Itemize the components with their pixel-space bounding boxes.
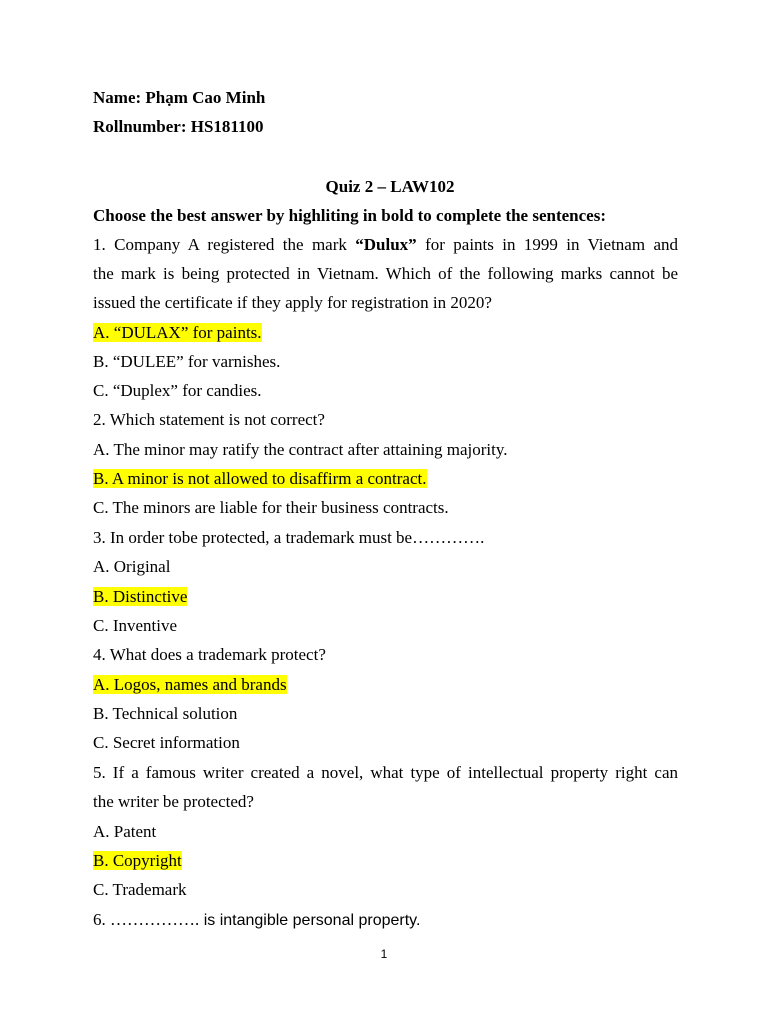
mark-name: “Dulux” — [355, 235, 417, 254]
question-text: 1. Company A registered the mark — [93, 235, 356, 254]
name-label: Name: — [93, 88, 142, 107]
highlighted-answer: B. Copyright — [93, 851, 182, 870]
question-3-option-c: C. Inventive — [93, 616, 178, 635]
question-5-line-2: the writer be protected? — [93, 792, 254, 811]
roll-value: HS181100 — [190, 117, 264, 136]
highlighted-answer: A. Logos, names and brands — [93, 675, 287, 694]
highlighted-answer: B. A minor is not allowed to disaffirm a contract. — [93, 469, 427, 488]
question-6 — [93, 909, 678, 932]
question-2-option-c: C. The minors are liable for their business contracts. — [93, 498, 449, 517]
question-1-line-3: issued the certificate if they apply for registration in 2020? — [93, 293, 492, 312]
question-4: 4. What does a trademark protect? — [93, 645, 326, 664]
question-1-option-a — [93, 322, 678, 344]
roll-number — [93, 116, 678, 138]
quiz-title: Quiz 2 – LAW102 — [325, 177, 455, 196]
question-text: is intangible personal property. — [199, 912, 421, 929]
question-3-option-a: A. Original — [93, 557, 171, 576]
instruction-text: Choose the best answer by highliting in bold to complete the sentences: — [93, 206, 606, 225]
roll-label: Rollnumber: — [93, 117, 187, 136]
question-4-option-a — [93, 674, 678, 696]
highlighted-answer: B. Distinctive — [93, 587, 188, 606]
question-4-option-c: C. Secret information — [93, 733, 240, 752]
question-text: 6. ……………. — [93, 910, 200, 929]
page-number: 1 — [380, 947, 388, 961]
question-3-option-b — [93, 586, 678, 608]
question-1-line-2: the mark is being protected in Vietnam. Which of the following marks cannot be — [93, 264, 678, 283]
question-5-option-b — [93, 850, 678, 872]
question-2-option-b — [93, 468, 678, 490]
name-value: Phạm Cao Minh — [145, 88, 266, 107]
question-1-line-1 — [93, 234, 678, 256]
highlighted-answer: A. “DULAX” for paints. — [93, 323, 262, 342]
question-5-line-1: 5. If a famous writer created a novel, what type of intellectual property right can — [93, 763, 678, 782]
question-1-option-b: B. “DULEE” for varnishes. — [93, 352, 281, 371]
question-5-option-c: C. Trademark — [93, 880, 187, 899]
question-2: 2. Which statement is not correct? — [93, 410, 325, 429]
question-3: 3. In order tobe protected, a trademark must be…………. — [93, 528, 485, 547]
question-5-option-a: A. Patent — [93, 822, 157, 841]
question-text: for paints in 1999 in Vietnam and — [416, 235, 678, 254]
question-1-option-c: C. “Duplex” for candies. — [93, 381, 262, 400]
student-name — [93, 87, 678, 109]
question-4-option-b: B. Technical solution — [93, 704, 238, 723]
question-2-option-a: A. The minor may ratify the contract after attaining majority. — [93, 440, 508, 459]
